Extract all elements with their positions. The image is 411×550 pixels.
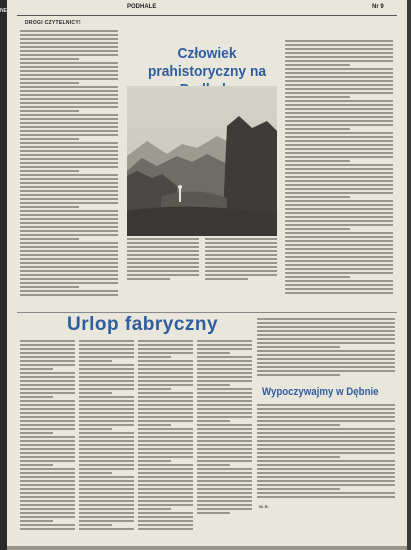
- running-head-issue: Nr 9: [372, 4, 384, 10]
- column-text-left: [20, 30, 118, 300]
- column-text-right: [285, 40, 393, 300]
- newspaper-page: [7, 0, 407, 550]
- article-title-factory-leave: Urlop fabryczny: [67, 314, 219, 335]
- photo-caption-text: [127, 238, 277, 284]
- page-bottom-edge: [7, 546, 407, 550]
- column-text-bottom-right: [257, 404, 395, 502]
- author-initials: W. R.: [259, 504, 269, 509]
- article-title-rest-in-debno: Wypoczywajmy w Dębnie: [262, 386, 379, 398]
- column-text-bottom-2: [79, 340, 134, 540]
- box-title: DROGI CZYTELNICY!: [25, 20, 81, 26]
- column-text-bottom-3: [138, 340, 193, 540]
- section-divider: [17, 312, 397, 313]
- running-head-title: PODHALE: [127, 4, 157, 10]
- adjacent-page-fragment: NE: [0, 8, 7, 14]
- column-text-bottom-right-top: [257, 318, 395, 382]
- caption-column-1: [127, 238, 199, 284]
- column-text-bottom-4: [197, 340, 252, 540]
- running-head: [7, 4, 407, 14]
- header-rule: [17, 15, 397, 16]
- article-title-prehistoric-man: Człowiek prahistoryczny na: [147, 45, 267, 80]
- column-text-bottom-1: [20, 340, 75, 540]
- caption-column-2: [205, 238, 277, 284]
- adjacent-page-strip: [0, 0, 7, 550]
- mountain-valley-photo: [127, 86, 277, 236]
